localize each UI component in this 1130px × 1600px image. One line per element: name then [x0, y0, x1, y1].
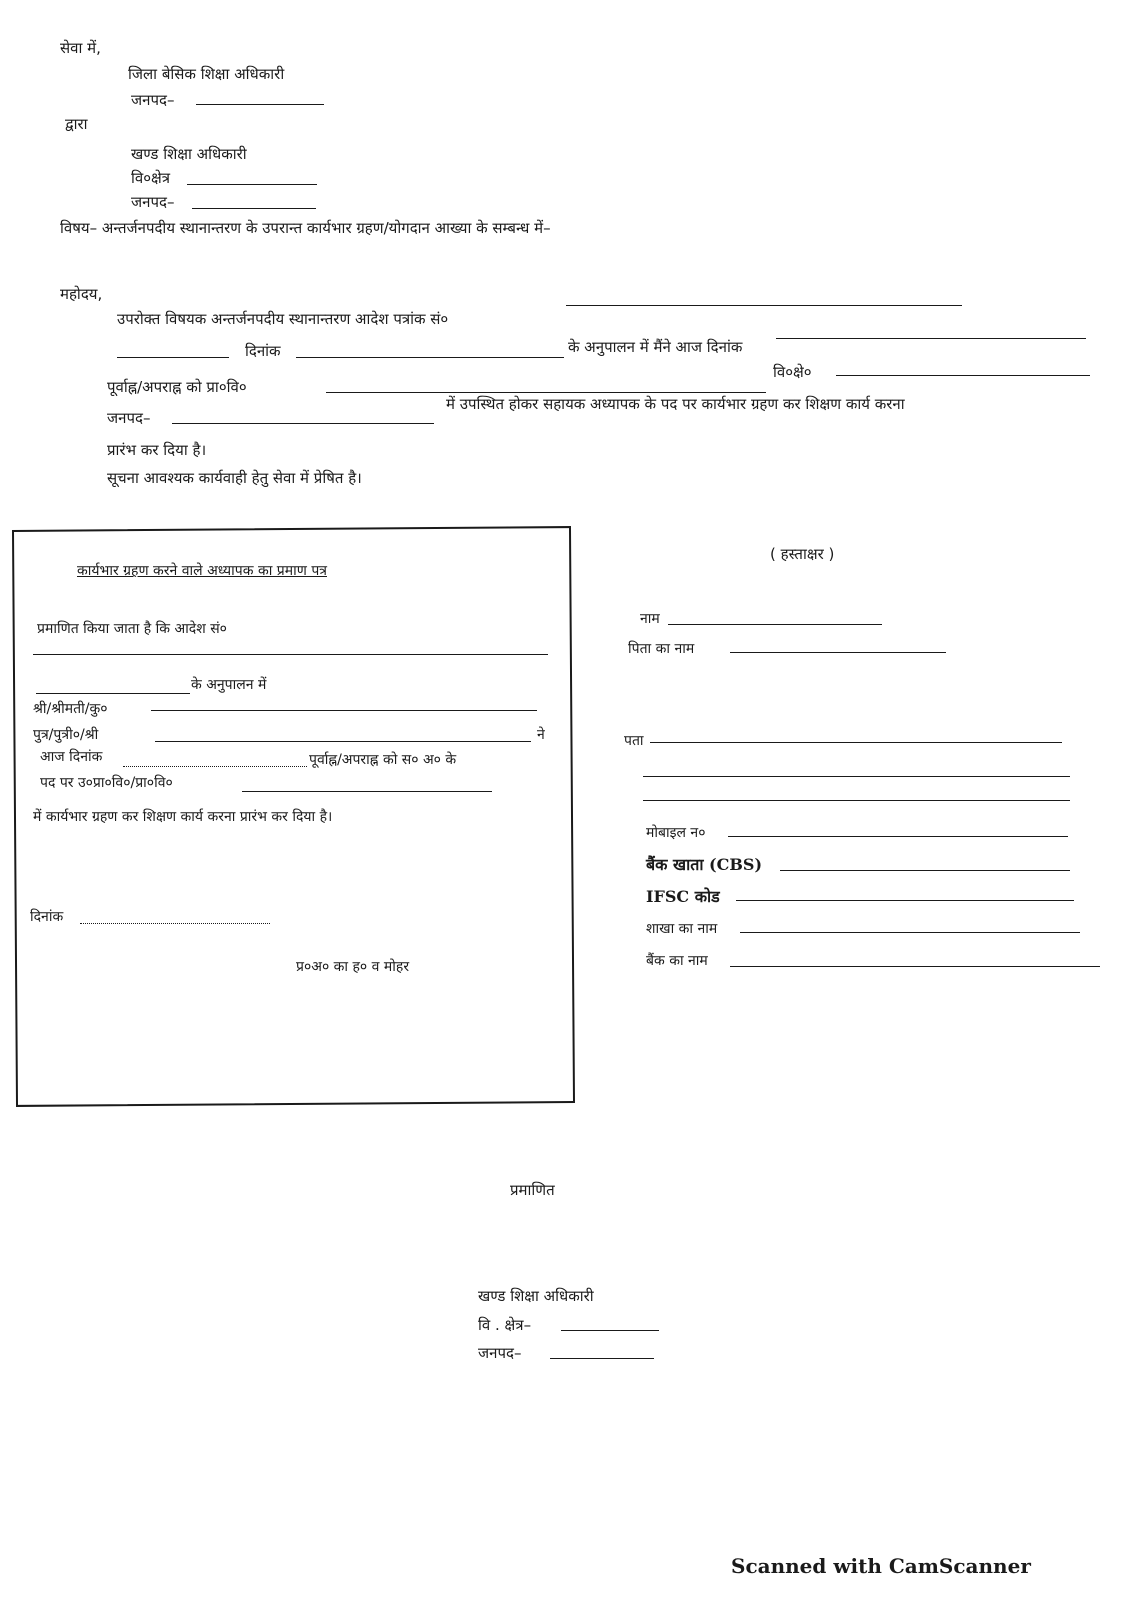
certificate-line-1: प्रमाणित किया जाता है कि आदेश सं०: [37, 621, 227, 637]
body-line-3-block-label: वि०क्षे०: [773, 363, 812, 381]
bank-field: [730, 966, 1100, 967]
certificate-line-5-date-label: आज दिनांक: [40, 749, 103, 765]
address-field-2: [643, 776, 1070, 777]
via-block-field: [187, 184, 317, 185]
salutation: महोदय,: [60, 285, 103, 303]
subject-line: विषय– अन्तर्जनपदीय स्थानान्तरण के उपरान्त कार्यभार ग्रहण/योगदान आख्या के सम्बन्ध में–: [60, 219, 551, 237]
body-line-6: सूचना आवश्यक कार्यवाही हेतु सेवा में प्रेषित है।: [107, 469, 362, 487]
body-line-2-compliance: के अनुपालन में मैंने आज दिनांक: [568, 338, 743, 356]
certificate-line-5-suffix: पूर्वाह्न/अपराह्न को स० अ० के: [309, 752, 457, 768]
certificate-title: कार्यभार ग्रहण करने वाले अध्यापक का प्रमाण पत्र: [77, 563, 327, 579]
attestation-district-field: [550, 1358, 654, 1359]
district-field: [172, 423, 434, 424]
signature-heading: ( हस्ताक्षर ): [770, 545, 835, 563]
certificate-line-4-suffix: ने: [537, 727, 545, 743]
father-name-label: पिता का नाम: [628, 641, 695, 657]
via-label: द्वारा: [65, 115, 88, 133]
recipient-district-field: [196, 104, 324, 105]
recipient-district-label: जनपद–: [131, 91, 175, 109]
ifsc-label: IFSC कोड: [646, 887, 720, 906]
certificate-date-field: [123, 766, 307, 767]
body-line-3-school-label: पूर्वाह्न/अपराह्न को प्रा०वि०: [107, 378, 247, 396]
address-field-3: [643, 800, 1070, 801]
ifsc-field: [736, 900, 1074, 901]
certificate-order-field: [33, 654, 548, 655]
body-line-2-date-label: दिनांक: [245, 342, 281, 360]
recipient-label: सेवा में,: [60, 39, 101, 57]
attestation-block-label: वि . क्षेत्र–: [478, 1316, 532, 1334]
order-date-field: [296, 357, 564, 358]
teacher-parent-field: [155, 741, 531, 742]
block-field: [836, 375, 1090, 376]
headmaster-signature-label: प्र०अ० का ह० व मोहर: [296, 959, 410, 975]
account-field: [780, 870, 1070, 871]
branch-field: [740, 932, 1080, 933]
order-number-field: [566, 305, 962, 306]
mobile-label: मोबाइल न०: [646, 825, 706, 841]
name-field: [668, 624, 882, 625]
father-name-field: [730, 652, 946, 653]
order-date-prefix-field: [117, 357, 229, 358]
camscanner-watermark: Scanned with CamScanner: [731, 1554, 1031, 1578]
body-line-4-district-label: जनपद–: [107, 409, 151, 427]
certificate-line-2: के अनुपालन में: [191, 677, 267, 693]
via-district-field: [192, 208, 316, 209]
certificate-line-7: में कार्यभार ग्रहण कर शिक्षण कार्य करना प्रारंभ कर दिया है।: [33, 809, 333, 825]
via-district-label: जनपद–: [131, 193, 175, 211]
via-officer: खण्ड शिक्षा अधिकारी: [131, 145, 247, 163]
certificate-line-3: श्री/श्रीमती/कु०: [33, 701, 108, 717]
certificate-order-date-field: [36, 693, 190, 694]
certificate-date-label: दिनांक: [30, 909, 64, 925]
certificate-line-4: पुत्र/पुत्री०/श्री: [33, 727, 99, 743]
body-line-5: प्रारंभ कर दिया है।: [107, 441, 207, 459]
branch-label: शाखा का नाम: [646, 921, 718, 937]
via-block-label: वि०क्षेत्र: [131, 169, 171, 187]
certified-label: प्रमाणित: [510, 1181, 555, 1199]
attestation-block-field: [561, 1330, 659, 1331]
mobile-field: [728, 836, 1068, 837]
school-name-field: [326, 392, 766, 393]
name-label: नाम: [640, 611, 660, 627]
certificate-line-6: पद पर उ०प्रा०वि०/प्रा०वि०: [40, 775, 173, 791]
certificate-sign-date-field: [80, 923, 270, 924]
account-label: बैंक खाता (CBS): [646, 855, 763, 874]
joining-date-field: [776, 338, 1086, 339]
body-line-1: उपरोक्त विषयक अन्तर्जनपदीय स्थानान्तरण आदेश पत्रांक सं०: [117, 310, 449, 328]
address-field-1: [650, 742, 1062, 743]
bank-label: बैंक का नाम: [646, 953, 708, 969]
certificate-school-field: [242, 791, 492, 792]
address-label: पता: [624, 733, 644, 749]
attestation-officer: खण्ड शिक्षा अधिकारी: [478, 1287, 594, 1305]
attestation-district-label: जनपद–: [478, 1344, 522, 1362]
teacher-name-field: [151, 710, 537, 711]
body-line-4-text: में उपस्थित होकर सहायक अध्यापक के पद पर कार्यभार ग्रहण कर शिक्षण कार्य करना: [446, 395, 905, 413]
recipient-officer: जिला बेसिक शिक्षा अधिकारी: [128, 65, 285, 83]
